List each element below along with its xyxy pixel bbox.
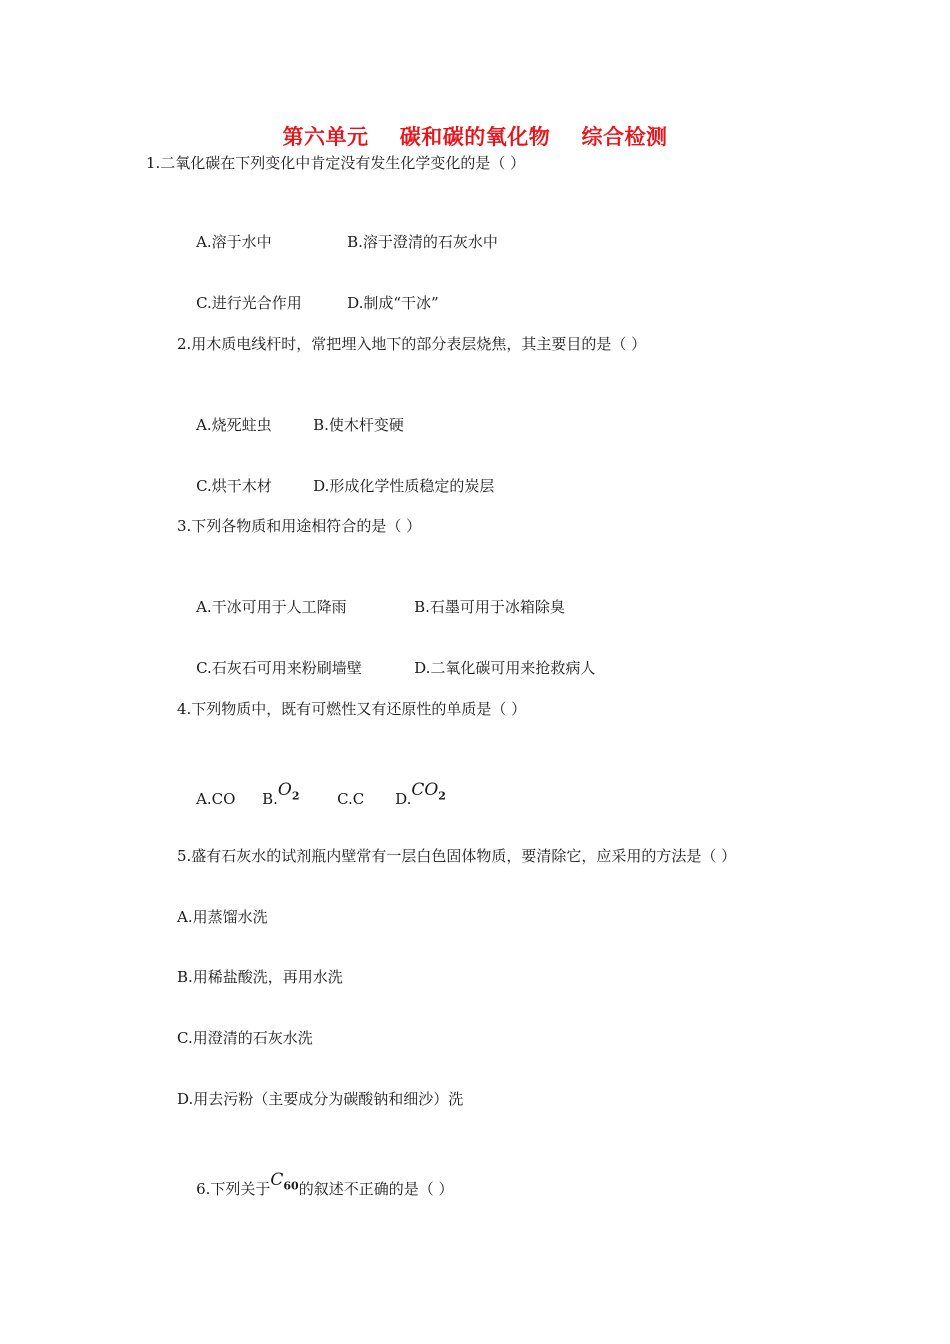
question-5-option-a: A.用蒸馏水洗: [177, 908, 268, 926]
question-1-option-c: C.进行光合作用: [196, 294, 302, 312]
question-2-stem: 2.用木质电线杆时，常把埋入地下的部分表层烧焦，其主要目的是（ ）: [177, 335, 647, 353]
question-5-option-d: D.用去污粉（主要成分为碳酸钠和细沙）洗: [177, 1090, 464, 1108]
formula-o-base: O: [277, 780, 292, 800]
question-3-option-c: C.石灰石可用来粉刷墙壁: [196, 659, 362, 677]
question-2-option-a: A.烧死蛀虫: [196, 416, 272, 434]
question-3-options-row-2: [177, 638, 595, 698]
question-6-formula: [270, 1170, 299, 1193]
question-5-option-c: C.用澄清的石灰水洗: [177, 1029, 313, 1047]
question-2-options-row-2: [177, 456, 494, 516]
question-4-option-a: A.CO: [196, 790, 236, 808]
question-4-option-b-formula: [277, 780, 300, 803]
formula-c-subscript: 60: [283, 1179, 299, 1193]
question-3-option-d: D.二氧化碳可用来抢救病人: [414, 659, 596, 677]
question-2-option-d: D.形成化学性质稳定的炭层: [313, 477, 495, 495]
question-4-stem: 4.下列物质中，既有可燃性又有还原性的单质是（ ）: [177, 700, 527, 718]
question-1-options-row-1: [177, 212, 498, 272]
question-4-option-d-label: D.: [395, 790, 412, 808]
formula-o-subscript: 2: [291, 789, 300, 803]
question-3-stem: 3.下列各物质和用途相符合的是（ ）: [177, 517, 422, 535]
question-2-option-c: C.烘干木材: [196, 477, 272, 495]
question-4-options-row: [177, 769, 446, 835]
question-5-option-b: B.用稀盐酸洗，再用水洗: [177, 968, 343, 986]
question-4-option-b: [262, 780, 337, 815]
question-1-option-a: A.溶于水中: [196, 233, 272, 251]
question-6-stem: [177, 1159, 454, 1225]
question-5-stem: 5.盛有石灰水的试剂瓶内壁常有一层白色固体物质，要清除它，应采用的方法是（ ）: [177, 847, 737, 865]
formula-c-base: C: [270, 1170, 284, 1190]
question-4-option-b-label: B.: [262, 790, 278, 808]
question-4-option-d-formula: [411, 780, 446, 803]
question-4-option-c: C.C: [337, 790, 365, 808]
question-4-option-d: [395, 780, 446, 815]
question-2-options-row-1: [177, 395, 404, 455]
question-6-stem-before: 6.下列关于: [196, 1180, 271, 1198]
question-2-option-b: B.使木杆变硬: [313, 416, 404, 434]
formula-co-subscript: 2: [438, 789, 446, 803]
question-6-stem-after: 的叙述不正确的是（ ）: [298, 1180, 454, 1198]
document-title: 第六单元 碳和碳的氧化物 综合检测: [282, 125, 668, 149]
question-3-option-a: A.干冰可用于人工降雨: [196, 598, 347, 616]
question-1-option-b: B.溶于澄清的石灰水中: [347, 233, 498, 251]
question-3-options-row-1: [177, 577, 565, 637]
question-3-option-b: B.石墨可用于冰箱除臭: [414, 598, 565, 616]
question-1-stem: 1.二氧化碳在下列变化中肯定没有发生化学变化的是（ ）: [146, 154, 526, 172]
formula-co-base: CO: [411, 780, 439, 800]
question-1-option-d: D.制成“干冰”: [347, 294, 439, 312]
question-1-options-row-2: [177, 273, 439, 333]
